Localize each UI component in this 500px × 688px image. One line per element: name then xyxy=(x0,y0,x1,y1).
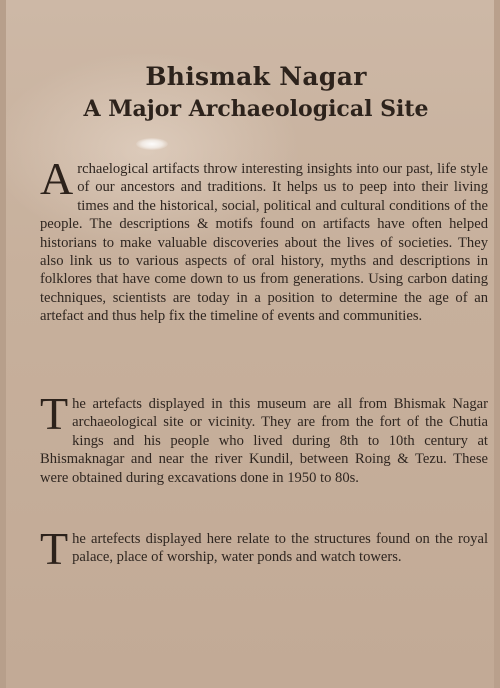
paragraph-3-text: he artefects displayed here relate to the structures found on the royal palace, place of worship, water ponds and watch towers. xyxy=(72,531,488,566)
paragraph-1 xyxy=(40,153,488,326)
paragraph-2-text: he artefacts displayed in this museum are all from Bhismak Nagar archaeological site or vicinity. They are from the fort of the Chutia kings and his people who lived during 8th to 10th century at Bhismaknagar and near the river Kundil, between Roing & Tezu. These were obtained during excavations done in 1950 to 80s. xyxy=(40,396,488,486)
sign-title: Bhismak Nagar xyxy=(145,62,367,91)
dropcap-3: T xyxy=(40,523,69,574)
dropcap-2: T xyxy=(40,388,69,439)
paragraph-3 xyxy=(40,523,488,574)
paragraph-1-text: rchaelogical artifacts throw interesting insights into our past, life style of our ancestors and traditions. It helps us to peep into their living times and the historical, social, political and cultural conditions of the people. The descriptions & motifs found on artifacts have often helped historians to make valuable discoveries about the lives of societies. They also link us to various aspects of oral history, myths and descriptions in folklores that have come down to us from generations. Using carbon dating techniques, scientists are today in a position to determine the age of an artefact and thus help fix the timeline of events and communities. xyxy=(40,161,488,325)
dropcap-1: A xyxy=(40,153,74,204)
paragraph-2 xyxy=(40,388,488,487)
sign-subtitle: A Major Archaeological Site xyxy=(83,96,429,122)
light-glare xyxy=(136,138,168,150)
